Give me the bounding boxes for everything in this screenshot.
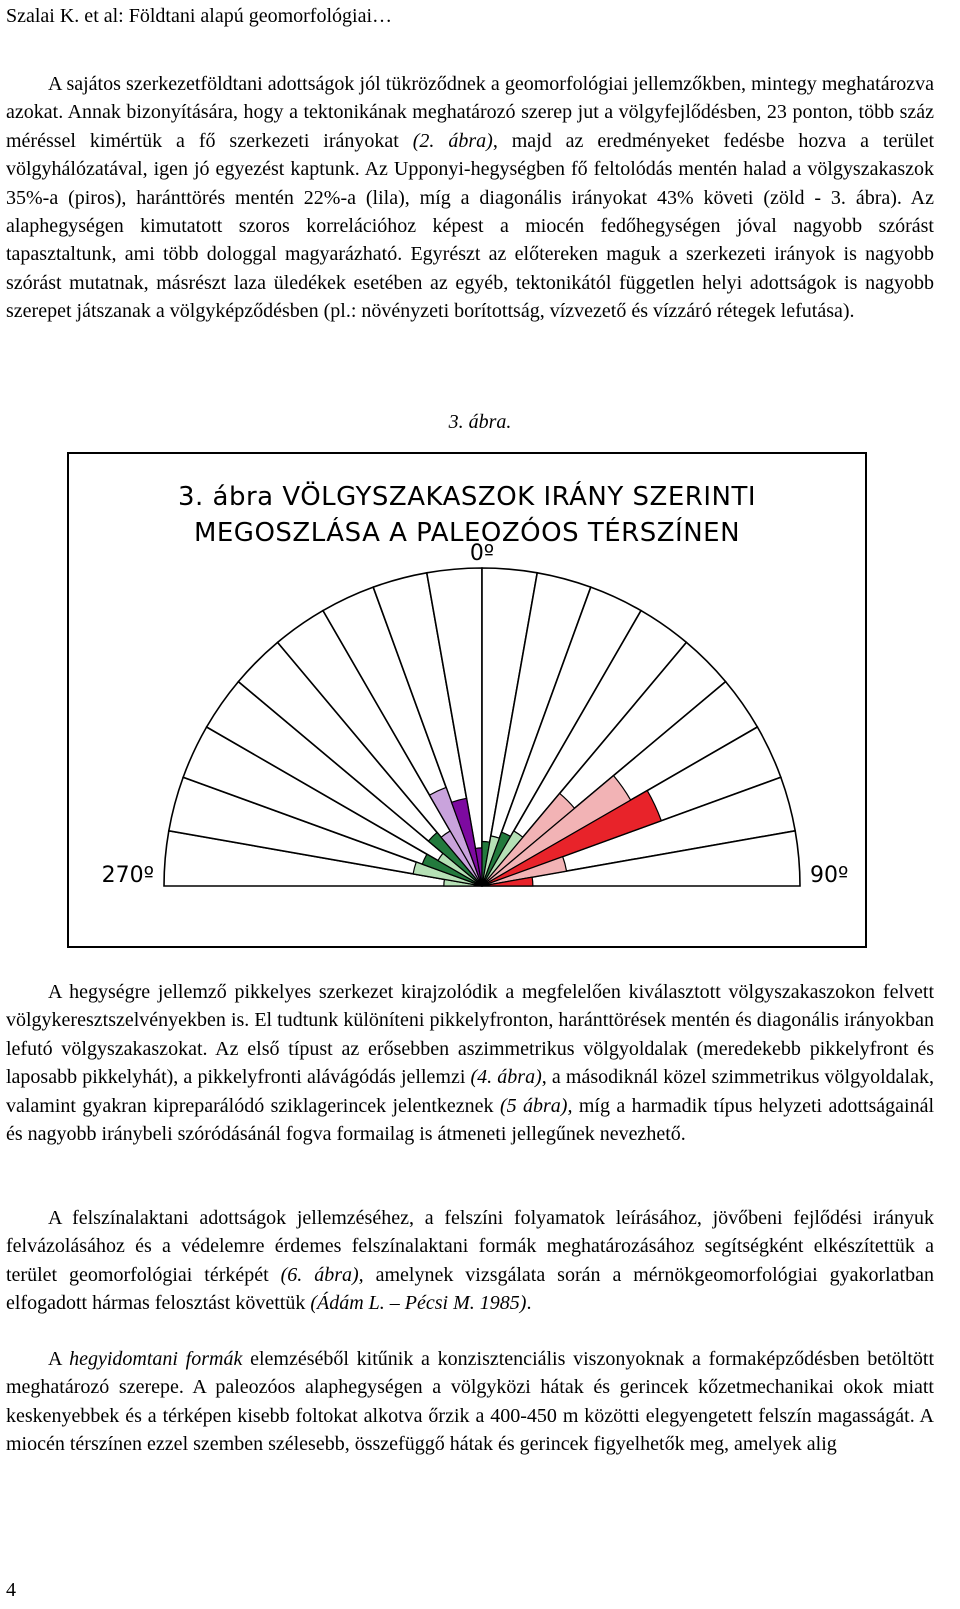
figure-ref-5: (5 ábra), bbox=[499, 1094, 573, 1117]
paragraph-3-end: . bbox=[526, 1292, 532, 1315]
running-header: Szalai K. et al: Földtani alapú geomorfológiai… bbox=[6, 5, 393, 27]
page-number: 4 bbox=[6, 1579, 16, 1601]
figure-ref-2: (2. ábra) bbox=[412, 129, 493, 152]
rose-diagram bbox=[69, 454, 865, 946]
figure-label bbox=[0, 410, 960, 434]
figure-title-line-2: MEGOSZLÁSA A PALEOZÓOS TÉRSZÍNEN bbox=[193, 518, 741, 548]
paragraph-4 bbox=[6, 1345, 934, 1459]
axis-label-270: 270º bbox=[101, 863, 154, 888]
paragraph-1 bbox=[6, 70, 934, 326]
axis-label-0: 0º bbox=[469, 541, 495, 566]
paragraph-1-text-b: , majd az eredményeket fedésbe hozva a terület völgyhálózatával, igen jó egyezést kaptunk. Az Upponyi-hegységben fő feltolódás mentén halad a völgyszakaszok 35%-a (piros), haránttörés mentén 22%-a (lila), míg a diagonális irányokat 43% követi (zöld - 3. ábra). Az alaphegységen kimutatott szoros korrelációhoz képest a miocén fedőhegységen jóval nagyobb szórást tapasztaltunk, ami több dologgal magyarázható. Egyrészt az előtereken maguk a szerkezeti irányok is nagyobb szórást mutatnak, másrészt laza üledékek esetében az egyéb, tektonikától független helyi adottságok is nagyobb szerepet játszanak a völgyképződésben (pl.: növényzeti borítottság, vízvezető és vízzáró rétegek lefutása). bbox=[6, 129, 935, 323]
figure-label-text: 3. ábra. bbox=[448, 411, 512, 433]
paragraph-3 bbox=[6, 1204, 934, 1318]
paragraph-3-text-a: A felszínalaktani adottságok jellemzéséhez, a felszíni folyamatok leírásához, jövőbeni fejlődési irányuk felvázolásához és a védelemre érdemes felszínalaktani formák meghatározásához segítségként elkészítettük a terület geomorfológiai térképét bbox=[6, 1207, 934, 1286]
paragraph-2-text-b: , a másodiknál közel szimmetrikus völgyoldalak, valamint gyakran kipreparálódó sziklagerincek jelentkeznek bbox=[6, 1066, 934, 1117]
paragraph-4-text: elemzéséből kitűnik a konzisztenciális viszonyoknak a formaképződésben betöltött meghatározó szerepe. A paleozóos alaphegységen a völgyközi hátak és gerincek kőzetmechanikai okok miatt keskenyebbek és a térképen kisebb foltokat alkotva őrzik a 400-450 m közötti elegyengetett felszín magasságát. A miocén térszínen ezzel szemben szélesebb, összefüggő hátak és gerincek figyelhetők meg, amelyek alig bbox=[6, 1348, 935, 1456]
figure-ref-6: (6. ábra), bbox=[280, 1263, 364, 1286]
citation: (Ádám L. – Pécsi M. 1985) bbox=[310, 1292, 527, 1315]
emphasis-term: hegyidomtani formák bbox=[69, 1348, 243, 1370]
paragraph-2 bbox=[6, 978, 934, 1148]
paragraph-2-text-a: A hegységre jellemző pikkelyes szerkezet kirajzolódik a megfelelően kiválasztott völgyszakaszokon felvett völgykeresztszelvényekben is. El tudtunk különíteni pikkelyfronton, haránttörések mentén és diagonális irányokban lefutó völgyszakaszokat. Az első típust az erősebben aszimmetrikus völgyoldalak (meredekebb pikkelyfront és laposabb pikkelyhát), a pikkelyfronti alávágódás jellemzi bbox=[6, 981, 934, 1089]
paragraph-2-text-c: míg a harmadik típus helyzeti adottságainál és nagyobb iránybeli szóródásánál fogva formailag is átmeneti jellegűnek nevezhető. bbox=[6, 1094, 935, 1146]
paragraph-1-text-a: A sajátos szerkezetföldtani adottságok jól tükröződnek a geomorfológiai jellemzőkben, mintegy meghatározva azokat. Annak bizonyítására, hogy a tektonikának meghatározó szerep jut a völgyfejlődésben, 23 ponton, több száz méréssel kimértük a fő szerkezeti irányokat bbox=[6, 73, 934, 152]
rose-diagram-figure bbox=[67, 452, 867, 948]
figure-ref-4: (4. ábra) bbox=[470, 1066, 542, 1089]
axis-label-90: 90º bbox=[810, 863, 849, 888]
paragraph-4-start: A bbox=[48, 1348, 70, 1370]
paragraph-3-text-b: amelynek vizsgálata során a mérnökgeomorfológiai gyakorlatban elfogadott hármas felosztást követtük bbox=[6, 1263, 934, 1315]
figure-title-line-1: 3. ábra VÖLGYSZAKASZOK IRÁNY SZERINTI bbox=[177, 482, 757, 512]
